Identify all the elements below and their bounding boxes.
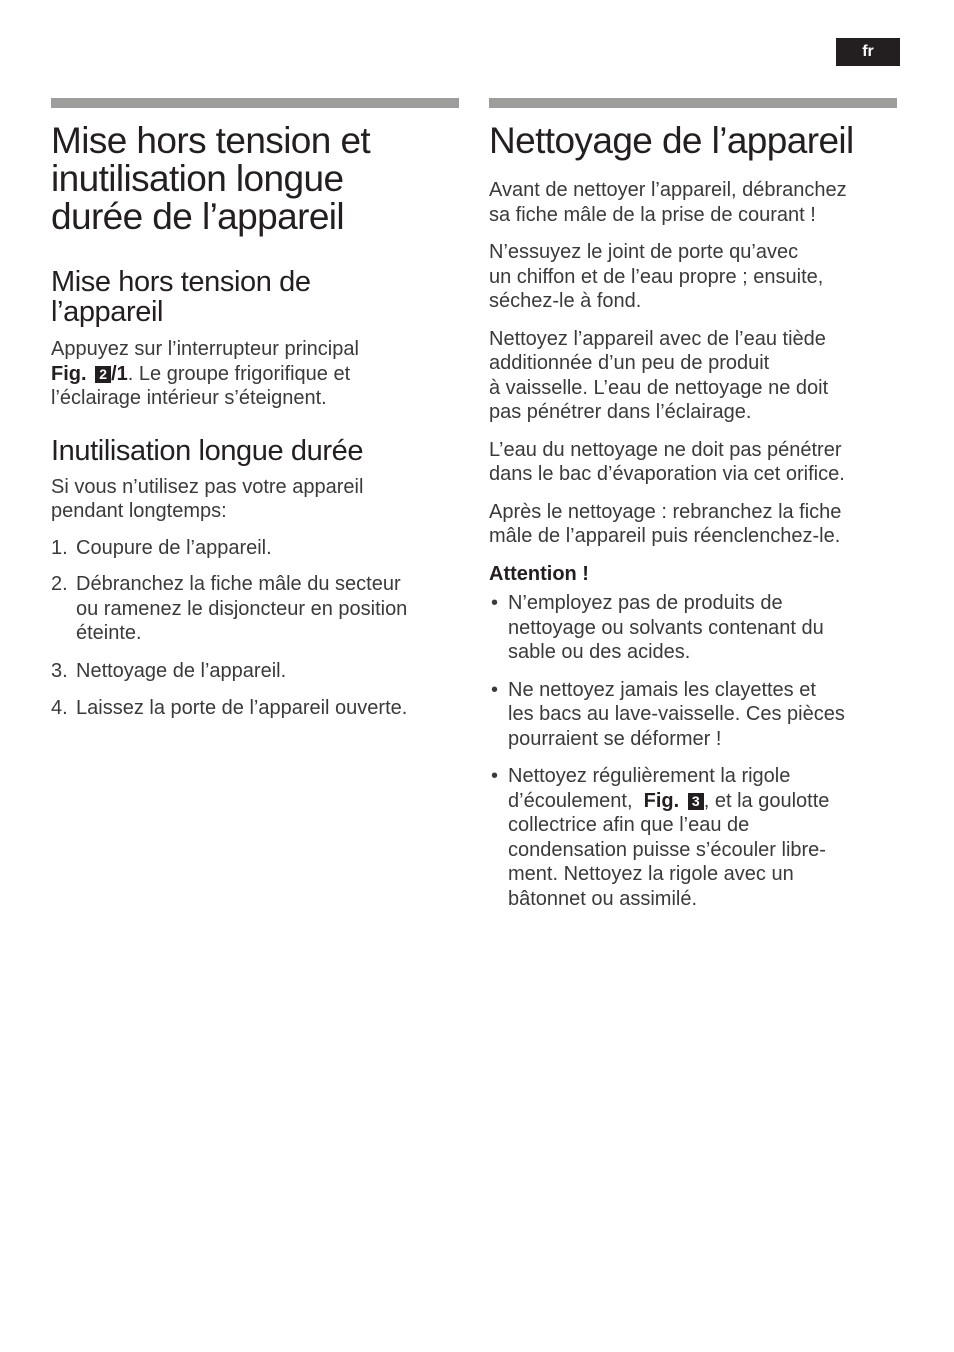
list-text: Laissez la porte de l’appareil ouverte. (76, 697, 408, 719)
left-column (51, 98, 459, 721)
figure-number-badge: 3 (688, 793, 704, 810)
text-line: N’essuyez le joint de porte qu’avec (489, 241, 799, 263)
list-text: Débranchez la fiche mâle du secteur (76, 573, 401, 595)
bullet-icon: • (491, 678, 499, 701)
figure-reference (51, 363, 128, 385)
list-text: éteinte. (76, 622, 142, 644)
bullet-text: condensation puisse s’écouler libre- (508, 838, 826, 861)
text-line: mâle de l’appareil puis réenclenchez-le. (489, 525, 841, 547)
section-rule (51, 98, 459, 108)
text-line: Appuyez sur l’interrupteur principal (51, 338, 359, 360)
cleaning-paragraph (489, 438, 897, 487)
list-text: ou ramenez le disjoncteur en position (76, 597, 408, 620)
bullet-icon: • (491, 592, 499, 614)
cleaning-paragraph (489, 240, 897, 314)
list-number: 2. (51, 573, 68, 595)
title-line: Mise hors tension et (51, 120, 371, 161)
figure-reference (644, 790, 704, 812)
bullet-text: sable ou des acides. (508, 641, 691, 663)
text-line: additionnée d’un peu de produit (489, 352, 770, 374)
language-badge: fr (836, 38, 900, 66)
fig-label: Fig. (643, 789, 680, 812)
bullet-text: les bacs au lave-vaisselle. Ces pièces (508, 703, 845, 725)
bullet-item (489, 764, 897, 911)
cleaning-title: Nettoyage de l’appareil (489, 120, 854, 161)
text-line: pendant longtemps: (51, 500, 227, 522)
text-line: . Le groupe frigorifique et (127, 362, 351, 385)
section-rule (489, 98, 897, 108)
bullet-item (489, 678, 897, 752)
text-line: sa fiche mâle de la prise de courant ! (489, 203, 816, 226)
text-line: séchez-le à fond. (489, 290, 642, 312)
text-line: Après le nettoyage : rebranchez la fiche (489, 500, 842, 523)
list-text: Nettoyage de l’appareil. (76, 659, 287, 682)
bullet-text: , et la goulotte (703, 789, 830, 812)
section-heading-long-term: Inutilisation longue durée (51, 434, 364, 467)
cleaning-paragraph (489, 327, 897, 425)
heading-line: l’appareil (51, 296, 164, 328)
fig-suffix: /1 (111, 362, 128, 385)
power-off-paragraph (51, 337, 459, 411)
list-item (51, 659, 459, 684)
bullet-text: nettoyage ou solvants contenant du (508, 616, 824, 639)
bullet-text: pourraient se déformer ! (508, 727, 722, 750)
text-line: à vaisselle. L’eau de nettoyage ne doit (489, 376, 829, 399)
long-term-intro (51, 475, 459, 524)
text-line: Avant de nettoyer l’appareil, débranchez (489, 179, 847, 201)
title-line: durée de l’appareil (51, 196, 345, 237)
bullet-text: collectrice afin que l’eau de (508, 814, 750, 836)
bullet-text: Ne nettoyez jamais les clayettes et (508, 678, 816, 701)
bullet-icon: • (491, 765, 499, 787)
list-number: 3. (51, 659, 68, 682)
text-line: pas pénétrer dans l’éclairage. (489, 401, 752, 423)
list-item (51, 536, 459, 561)
bullet-text: d’écoulement, (508, 789, 644, 812)
heading-line: Mise hors tension de (51, 266, 311, 298)
bullet-text: ment. Nettoyez la rigole avec un (508, 863, 794, 885)
cleaning-paragraph (489, 500, 897, 549)
text-line: L’eau du nettoyage ne doit pas pénétrer (489, 438, 842, 461)
list-number: 4. (51, 697, 68, 719)
bullet-text: Nettoyez régulièrement la rigole (508, 765, 791, 787)
attention-label: Attention ! (489, 562, 589, 585)
list-number: 1. (51, 536, 68, 559)
right-column (489, 98, 897, 911)
cleaning-paragraph (489, 178, 897, 227)
fig-label: Fig. (51, 362, 87, 385)
bullet-text: bâtonnet ou assimilé. (508, 887, 698, 910)
title-line: inutilisation longue (51, 158, 344, 199)
text-line: dans le bac d’évaporation via cet orifice. (489, 463, 845, 485)
text-line: Nettoyez l’appareil avec de l’eau tiède (489, 327, 826, 350)
text-line: l’éclairage intérieur s’éteignent. (51, 387, 327, 409)
bullet-text: N’employez pas de produits de (508, 592, 783, 614)
list-text: Coupure de l’appareil. (76, 536, 272, 559)
section-heading-power-off (51, 267, 459, 327)
figure-number-badge: 2 (95, 366, 111, 383)
bullet-item (489, 591, 897, 665)
list-item (51, 696, 459, 721)
page-title (51, 122, 459, 236)
text-line: Si vous n’utilisez pas votre appareil (51, 475, 364, 498)
list-item (51, 572, 459, 646)
text-line: un chiffon et de l’eau propre ; ensuite, (489, 265, 824, 288)
